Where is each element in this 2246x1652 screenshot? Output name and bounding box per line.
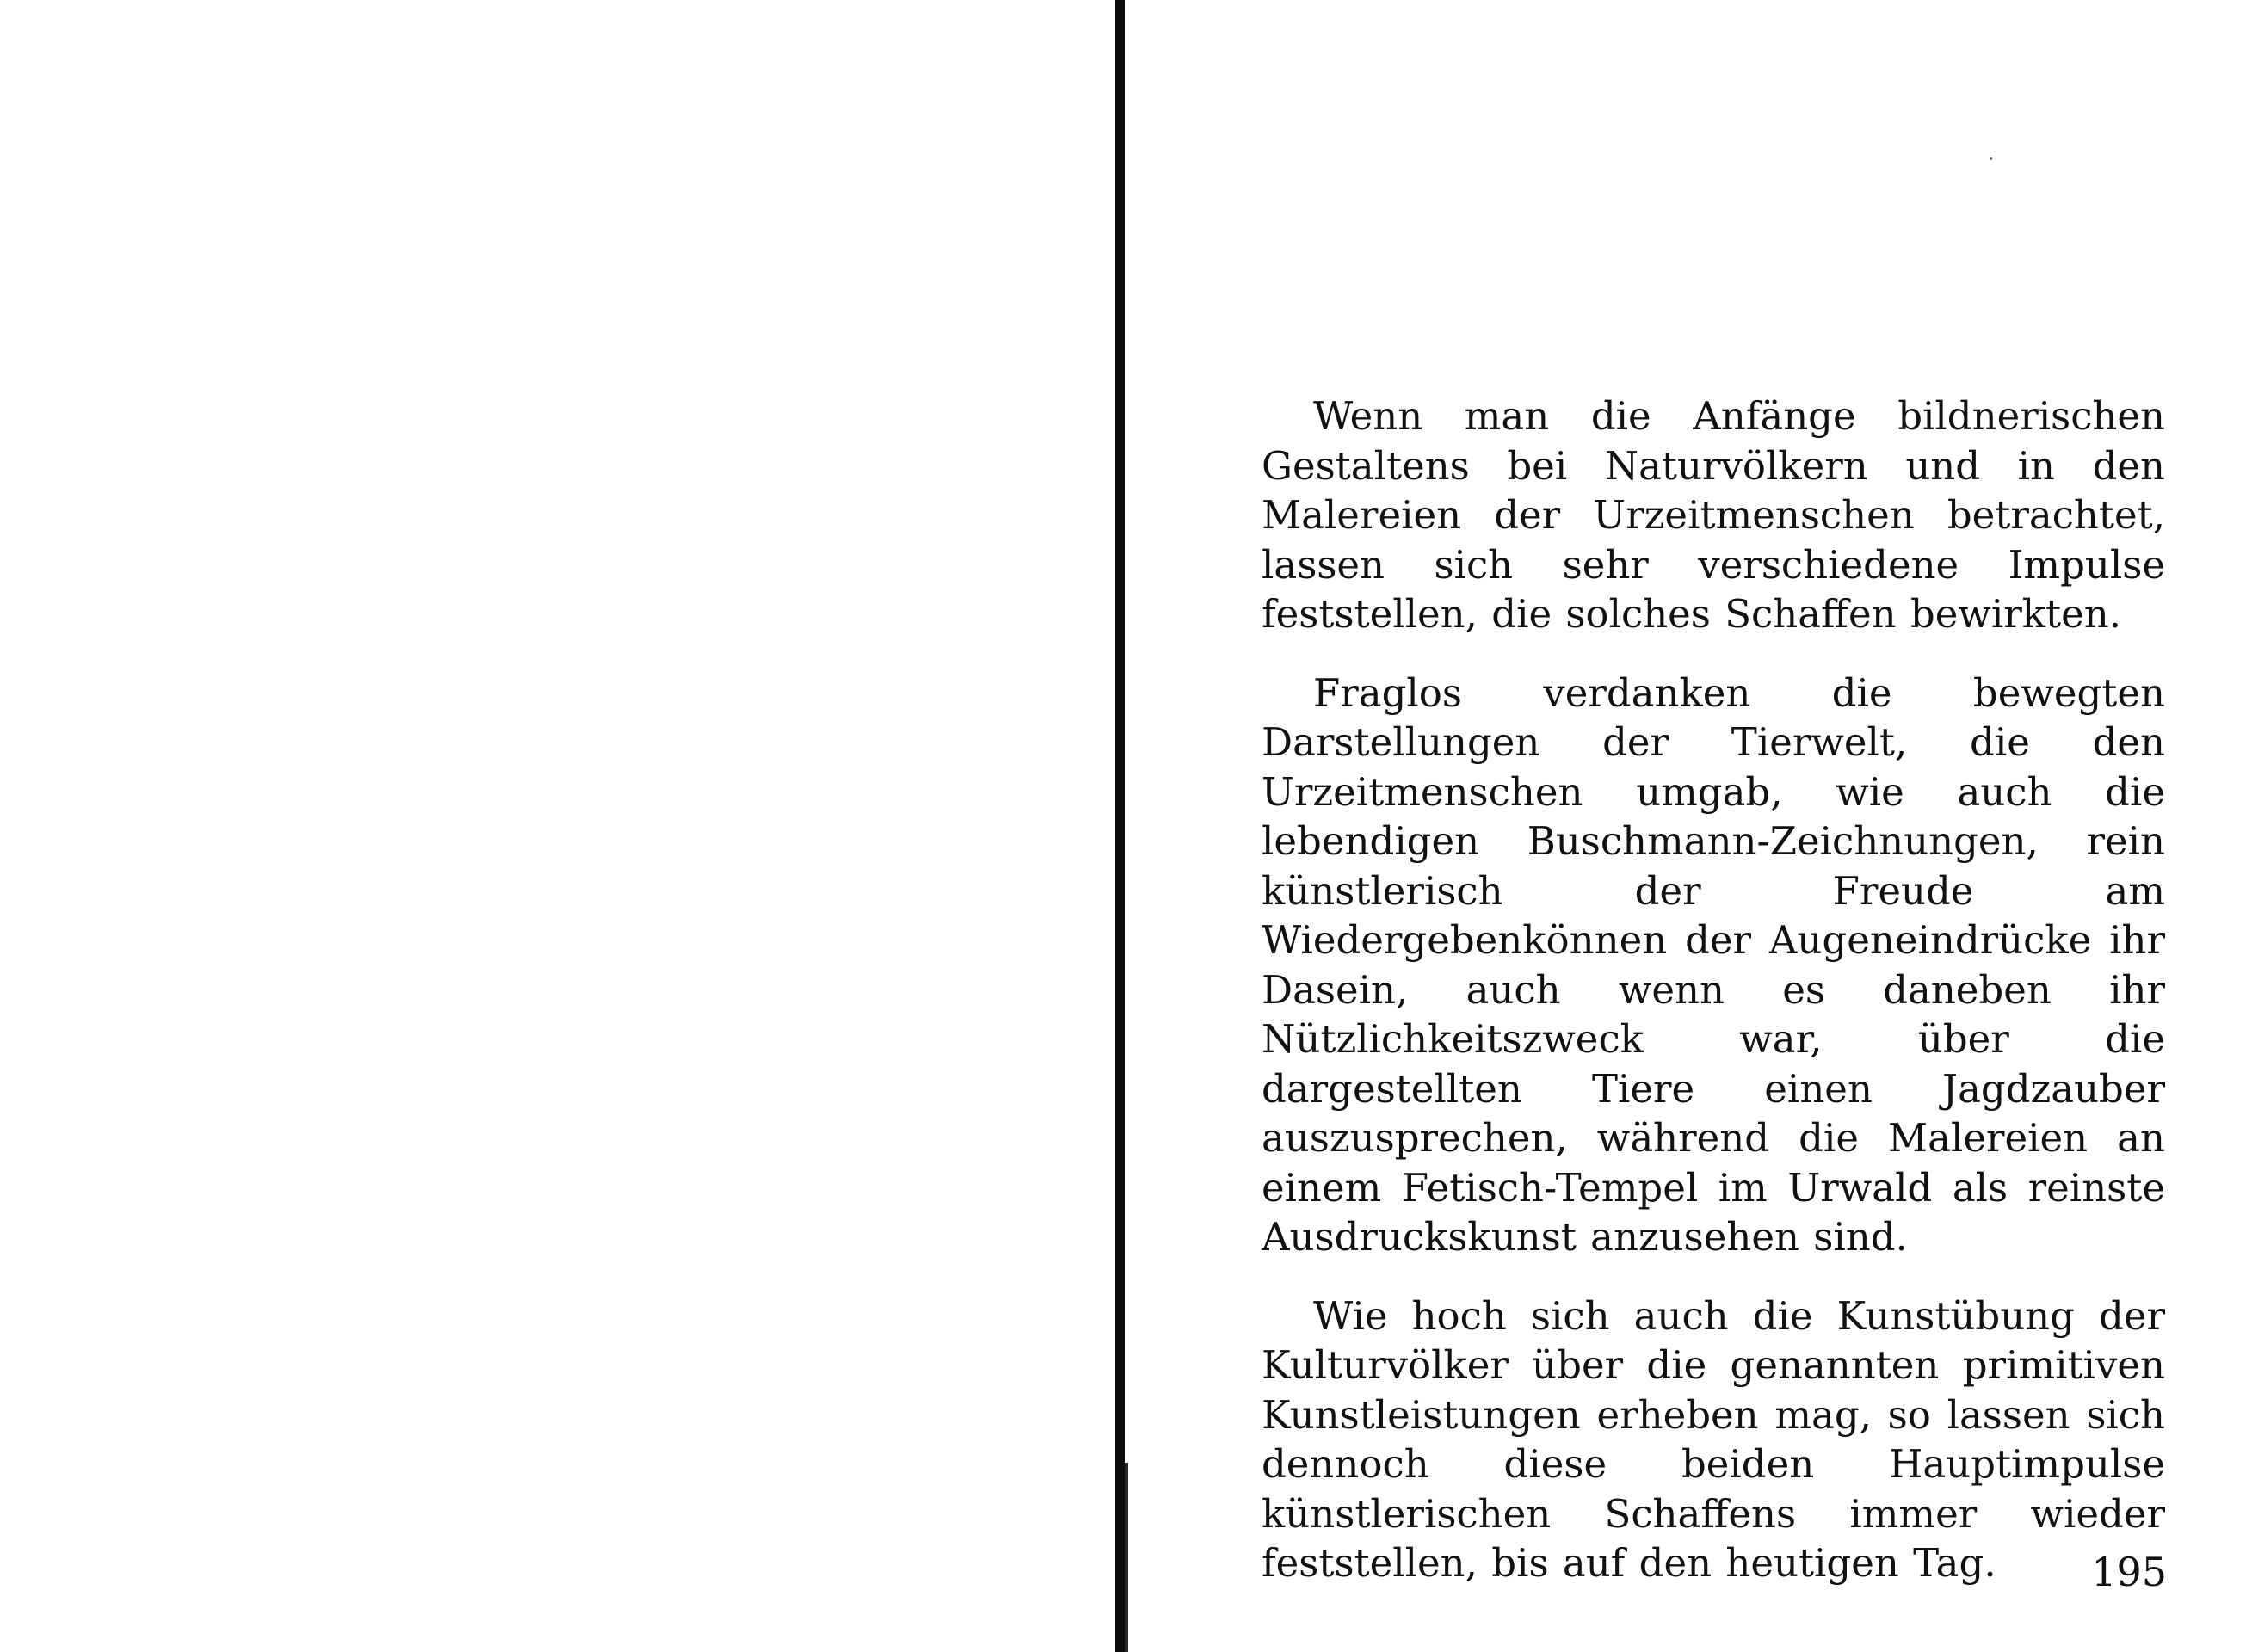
- body-text: [1262, 391, 2165, 1618]
- right-page: [1129, 0, 2246, 1652]
- left-page-blank: [0, 0, 1110, 1652]
- book-gutter: [1115, 0, 1125, 1652]
- page-number: 195: [2091, 1549, 2167, 1595]
- print-speck: [1990, 157, 1992, 160]
- paragraph-1: Wenn man die Anfänge bildnerischen Gestaltens bei Naturvölkern und in den Malereien der Urzeitmenschen betrachtet, lassen sich sehr verschiedene Impulse feststellen, die solches Schaffen bewirkten.: [1262, 393, 2165, 637]
- paragraph-3: Wie hoch sich auch die Kunstübung der Kulturvölker über die genannten primitiven Kunstleistungen erheben mag, so lassen sich dennoch diese beiden Hauptimpulse künstlerischen Schaffens immer wieder feststellen, bis auf den heutigen Tag.: [1262, 1292, 2165, 1586]
- paragraph-2: Fraglos verdanken die bewegten Darstellungen der Tierwelt, die den Urzeitmenschen umgab, wie auch die lebendigen Buschmann-Zeichnungen, rein künstlerisch der Freude am Wiedergebenkönnen der Augeneindrücke ihr Dasein, auch wenn es daneben ihr Nützlichkeitszweck war, über die dargestellten Tiere einen Jagdzauber auszusprechen, während die Malereien an einem Fetisch-Tempel im Urwald als reinste Ausdruckskunst anzusehen sind.: [1262, 669, 2165, 1260]
- book-gutter-edge: [1125, 1463, 1128, 1652]
